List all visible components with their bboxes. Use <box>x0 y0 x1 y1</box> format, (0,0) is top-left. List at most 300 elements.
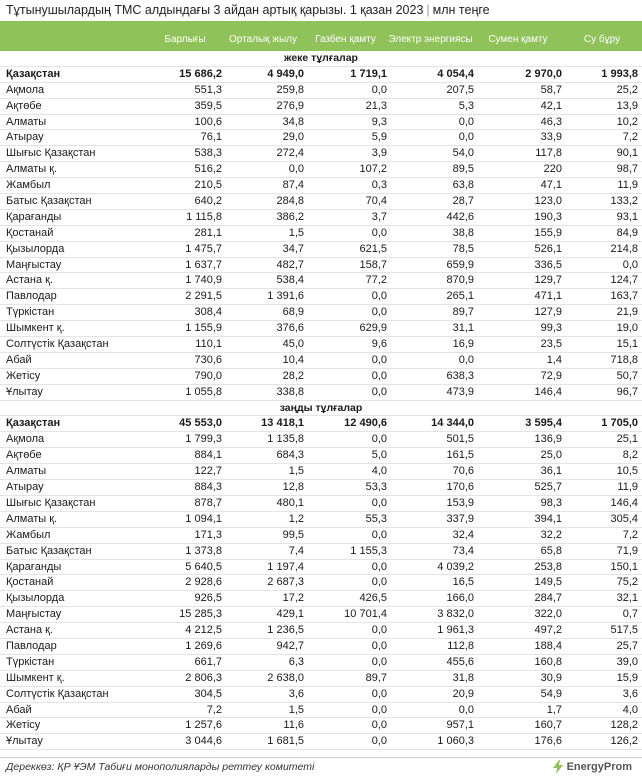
value-cell: 4,0 <box>622 703 638 716</box>
table-row <box>0 512 642 528</box>
table-row <box>0 496 642 512</box>
value-cell: 284,8 <box>276 195 304 208</box>
value-cell: 158,7 <box>359 258 387 271</box>
value-cell: 884,3 <box>194 481 222 494</box>
value-cell: 110,1 <box>195 338 222 351</box>
value-cell: 0,0 <box>371 735 387 748</box>
value-cell: 0,0 <box>622 258 638 271</box>
value-cell: 538,3 <box>194 147 222 160</box>
value-cell: 124,7 <box>610 274 638 287</box>
value-cell: 2 291,5 <box>185 290 222 303</box>
value-cell: 84,9 <box>616 226 638 239</box>
region-name: Ұлытау <box>6 385 43 398</box>
value-cell: 3 595,4 <box>525 417 562 430</box>
header-total: Барлығы <box>164 34 206 45</box>
value-cell: 308,4 <box>194 306 222 319</box>
value-cell: 29,0 <box>282 131 304 144</box>
value-cell: 150,1 <box>610 560 638 573</box>
value-cell: 53,3 <box>365 481 387 494</box>
value-cell: 6,3 <box>288 655 304 668</box>
value-cell: 75,2 <box>616 576 638 589</box>
value-cell: 0,0 <box>371 576 387 589</box>
lightning-icon <box>552 760 564 774</box>
value-cell: 153,9 <box>446 496 474 509</box>
value-cell: 1 740,9 <box>185 274 222 287</box>
region-name: Шығыс Қазақстан <box>6 147 96 160</box>
value-cell: 14 344,0 <box>431 417 474 430</box>
value-cell: 272,4 <box>276 147 304 160</box>
value-cell: 70,6 <box>452 465 474 478</box>
value-cell: 957,1 <box>446 719 474 732</box>
region-name: Түркістан <box>6 655 55 668</box>
title-separator: | <box>426 3 430 17</box>
value-cell: 15,9 <box>616 671 638 684</box>
value-cell: 98,3 <box>540 496 562 509</box>
value-cell: 0,0 <box>371 83 387 96</box>
table-row <box>0 162 642 178</box>
value-cell: 112,8 <box>447 639 474 652</box>
value-cell: 259,8 <box>276 83 304 96</box>
section-header <box>0 401 642 417</box>
value-cell: 13,9 <box>616 99 638 112</box>
region-name: Ұлытау <box>6 735 43 748</box>
region-name: Қостанай <box>6 226 54 239</box>
value-cell: 1 637,7 <box>185 258 222 271</box>
value-cell: 55,3 <box>365 512 387 525</box>
value-cell: 15 285,3 <box>179 608 222 621</box>
value-cell: 525,7 <box>534 481 562 494</box>
table-row <box>0 528 642 544</box>
region-name: Маңғыстау <box>6 608 62 621</box>
region-name: Шымкент қ. <box>6 322 65 335</box>
region-name: Павлодар <box>6 639 57 652</box>
value-cell: 38,8 <box>452 226 474 239</box>
value-cell: 87,4 <box>282 179 304 192</box>
value-cell: 0,0 <box>371 290 387 303</box>
value-cell: 1 681,5 <box>267 735 304 748</box>
region-name: Павлодар <box>6 290 57 303</box>
value-cell: 1,7 <box>546 703 562 716</box>
region-name: Қарағанды <box>6 210 62 223</box>
value-cell: 501,5 <box>446 433 474 446</box>
value-cell: 0,3 <box>371 179 387 192</box>
value-cell: 442,6 <box>446 210 474 223</box>
value-cell: 684,3 <box>276 449 304 462</box>
value-cell: 96,7 <box>616 385 638 398</box>
value-cell: 322,0 <box>534 608 562 621</box>
value-cell: 5,9 <box>371 131 387 144</box>
value-cell: 473,9 <box>446 385 474 398</box>
value-cell: 629,9 <box>359 322 387 335</box>
value-cell: 122,7 <box>194 465 222 478</box>
value-cell: 1 155,9 <box>185 322 222 335</box>
value-cell: 1,4 <box>546 353 562 366</box>
value-cell: 207,5 <box>446 83 474 96</box>
value-cell: 4 949,0 <box>267 67 304 80</box>
value-cell: 0,0 <box>371 385 387 398</box>
value-cell: 36,1 <box>540 465 562 478</box>
table-row <box>0 448 642 464</box>
value-cell: 25,0 <box>540 449 562 462</box>
value-cell: 54,0 <box>452 147 474 160</box>
value-cell: 99,3 <box>540 322 562 335</box>
value-cell: 23,5 <box>540 338 562 351</box>
value-cell: 34,7 <box>282 242 304 255</box>
value-cell: 32,2 <box>540 528 562 541</box>
table-row <box>0 718 642 734</box>
value-cell: 32,1 <box>616 592 638 605</box>
unit-label: млн теңге <box>432 3 490 17</box>
value-cell: 126,2 <box>610 735 638 748</box>
value-cell: 284,7 <box>534 592 562 605</box>
region-name: Қызылорда <box>6 592 65 605</box>
source-note: Дереккөз: ҚР ҰЭМ Табиғи монополияларды реттеу комитеті <box>6 761 315 773</box>
value-cell: 281,1 <box>194 226 222 239</box>
value-cell: 176,6 <box>534 735 562 748</box>
value-cell: 1,5 <box>288 226 304 239</box>
value-cell: 10,4 <box>282 353 304 366</box>
value-cell: 3 832,0 <box>437 608 474 621</box>
header-central-heating: Орталық жылу <box>228 34 298 45</box>
value-cell: 133,2 <box>610 195 638 208</box>
value-cell: 117,8 <box>535 147 562 160</box>
value-cell: 276,9 <box>276 99 304 112</box>
table-row <box>0 385 642 401</box>
page-title: Тұтынушылардың ТМС алдындағы 3 айдан артық қарызы. 1 қазан 2023 <box>6 3 424 17</box>
region-name: Жетісу <box>6 369 41 382</box>
value-cell: 480,1 <box>276 496 304 509</box>
value-cell: 0,0 <box>371 687 387 700</box>
value-cell: 0,0 <box>371 226 387 239</box>
value-cell: 337,9 <box>446 512 474 525</box>
region-name: Алматы <box>6 465 47 478</box>
value-cell: 78,5 <box>452 242 474 255</box>
value-cell: 538,4 <box>276 274 304 287</box>
region-name: Алматы қ. <box>6 163 58 176</box>
value-cell: 1 391,6 <box>267 290 304 303</box>
value-cell: 45 553,0 <box>179 417 222 430</box>
table-row <box>0 369 642 385</box>
value-cell: 2 687,3 <box>267 576 304 589</box>
value-cell: 47,1 <box>540 179 562 192</box>
value-cell: 70,4 <box>365 195 387 208</box>
value-cell: 870,9 <box>446 274 474 287</box>
value-cell: 32,4 <box>452 528 474 541</box>
value-cell: 71,9 <box>616 544 638 557</box>
value-cell: 7,2 <box>206 703 222 716</box>
table-row <box>0 655 642 671</box>
value-cell: 0,0 <box>371 624 387 637</box>
value-cell: 63,8 <box>452 179 474 192</box>
value-cell: 0,0 <box>371 369 387 382</box>
table-row <box>0 321 642 337</box>
region-name: Шымкент қ. <box>6 671 65 684</box>
value-cell: 661,7 <box>194 655 222 668</box>
value-cell: 3 044,6 <box>185 735 222 748</box>
table-row <box>0 639 642 655</box>
value-cell: 526,1 <box>534 242 562 255</box>
value-cell: 471,1 <box>534 290 562 303</box>
value-cell: 98,7 <box>616 163 638 176</box>
value-cell: 11,6 <box>283 719 304 732</box>
value-cell: 730,6 <box>194 353 222 366</box>
section-title: жеке тұлғалар <box>284 52 358 64</box>
value-cell: 386,2 <box>276 210 304 223</box>
region-name: Шығыс Қазақстан <box>6 496 96 509</box>
table-row <box>0 115 642 131</box>
value-cell: 551,3 <box>194 83 222 96</box>
value-cell: 1 993,8 <box>601 67 638 80</box>
value-cell: 1 961,3 <box>437 624 474 637</box>
region-name: Жамбыл <box>6 528 51 541</box>
table-row <box>0 305 642 321</box>
value-cell: 163,7 <box>610 290 638 303</box>
value-cell: 1 135,8 <box>267 433 304 446</box>
region-name: Ақтөбе <box>6 99 42 112</box>
value-cell: 39,0 <box>616 655 638 668</box>
value-cell: 170,6 <box>446 481 474 494</box>
value-cell: 1 373,8 <box>185 544 222 557</box>
value-cell: 127,9 <box>534 306 562 319</box>
value-cell: 28,2 <box>282 369 304 382</box>
value-cell: 11,9 <box>617 481 638 494</box>
value-cell: 171,3 <box>194 528 222 541</box>
value-cell: 10 701,4 <box>344 608 387 621</box>
value-cell: 0,7 <box>622 608 638 621</box>
value-cell: 0,0 <box>371 560 387 573</box>
value-cell: 123,0 <box>534 195 562 208</box>
value-cell: 942,7 <box>276 639 304 652</box>
header-water-supply: Сумен қамту <box>488 34 548 45</box>
table-row <box>0 146 642 162</box>
region-name: Қазақстан <box>6 67 61 80</box>
value-cell: 210,5 <box>194 179 222 192</box>
table-row <box>0 575 642 591</box>
value-cell: 129,7 <box>534 274 562 287</box>
value-cell: 160,8 <box>534 655 562 668</box>
value-cell: 58,7 <box>540 83 562 96</box>
table-row <box>0 432 642 448</box>
footer <box>0 757 642 777</box>
value-cell: 25,1 <box>616 433 638 446</box>
total-row <box>0 416 642 432</box>
value-cell: 0,0 <box>458 115 474 128</box>
value-cell: 2 928,6 <box>185 576 222 589</box>
value-cell: 4 212,5 <box>185 624 222 637</box>
value-cell: 10,2 <box>616 115 638 128</box>
value-cell: 188,4 <box>534 639 562 652</box>
value-cell: 0,0 <box>371 639 387 652</box>
value-cell: 45,0 <box>282 338 304 351</box>
value-cell: 1 269,6 <box>185 639 222 652</box>
region-name: Абай <box>6 703 32 716</box>
table-row <box>0 687 642 703</box>
region-name: Батыс Қазақстан <box>6 544 92 557</box>
value-cell: 1 705,0 <box>601 417 638 430</box>
value-cell: 0,0 <box>371 703 387 716</box>
value-cell: 25,7 <box>616 639 638 652</box>
value-cell: 1,5 <box>288 703 304 716</box>
value-cell: 30,9 <box>540 671 562 684</box>
value-cell: 455,6 <box>446 655 474 668</box>
value-cell: 34,8 <box>282 115 304 128</box>
region-name: Қазақстан <box>6 417 61 430</box>
value-cell: 1 257,6 <box>185 719 222 732</box>
table-header <box>0 21 642 51</box>
value-cell: 8,2 <box>622 449 638 462</box>
value-cell: 136,9 <box>534 433 562 446</box>
region-name: Ақмола <box>6 83 45 96</box>
value-cell: 146,4 <box>534 385 562 398</box>
header-electricity: Электр энергиясы <box>388 34 473 45</box>
value-cell: 0,0 <box>371 719 387 732</box>
value-cell: 790,0 <box>194 369 222 382</box>
table-row <box>0 464 642 480</box>
value-cell: 25,2 <box>616 83 638 96</box>
section-header <box>0 51 642 67</box>
value-cell: 1 115,8 <box>186 210 222 223</box>
value-cell: 12,8 <box>282 481 304 494</box>
value-cell: 1 055,8 <box>185 385 222 398</box>
value-cell: 214,8 <box>610 242 638 255</box>
value-cell: 0,0 <box>371 306 387 319</box>
table-row <box>0 273 642 289</box>
value-cell: 11,9 <box>617 179 638 192</box>
value-cell: 7,2 <box>622 528 638 541</box>
value-cell: 190,3 <box>534 210 562 223</box>
table-row <box>0 130 642 146</box>
value-cell: 21,3 <box>365 99 387 112</box>
value-cell: 12 490,6 <box>344 417 387 430</box>
value-cell: 0,0 <box>371 353 387 366</box>
total-row <box>0 67 642 83</box>
table-row <box>0 560 642 576</box>
table-row <box>0 591 642 607</box>
value-cell: 2 806,3 <box>185 671 222 684</box>
value-cell: 220 <box>543 163 562 176</box>
value-cell: 1,2 <box>288 512 304 525</box>
value-cell: 128,2 <box>610 719 638 732</box>
table-row <box>0 99 642 115</box>
value-cell: 2 638,0 <box>267 671 304 684</box>
region-name: Атырау <box>6 131 44 144</box>
region-name: Жамбыл <box>6 179 51 192</box>
table-row <box>0 544 642 560</box>
value-cell: 1 719,1 <box>350 67 387 80</box>
value-cell: 19,0 <box>616 322 638 335</box>
region-name: Алматы қ. <box>6 512 58 525</box>
value-cell: 50,7 <box>616 369 638 382</box>
value-cell: 0,0 <box>458 703 474 716</box>
region-name: Маңғыстау <box>6 258 62 271</box>
value-cell: 1 236,5 <box>267 624 304 637</box>
value-cell: 3,9 <box>371 147 387 160</box>
title-bar <box>0 0 642 21</box>
value-cell: 15 686,2 <box>179 67 222 80</box>
value-cell: 305,4 <box>610 512 638 525</box>
value-cell: 46,3 <box>540 115 562 128</box>
value-cell: 621,5 <box>359 242 387 255</box>
table-row <box>0 194 642 210</box>
value-cell: 13 418,1 <box>261 417 304 430</box>
value-cell: 21,9 <box>616 306 638 319</box>
region-name: Жетісу <box>6 719 41 732</box>
table-row <box>0 210 642 226</box>
value-cell: 1 197,4 <box>267 560 304 573</box>
value-cell: 3,7 <box>371 210 387 223</box>
value-cell: 0,0 <box>371 496 387 509</box>
value-cell: 42,1 <box>540 99 562 112</box>
value-cell: 9,6 <box>371 338 387 351</box>
logo-text: EnergyProm <box>566 761 632 773</box>
value-cell: 0,0 <box>458 131 474 144</box>
value-cell: 429,1 <box>276 608 304 621</box>
value-cell: 89,7 <box>365 671 387 684</box>
value-cell: 359,5 <box>194 99 222 112</box>
value-cell: 1 799,3 <box>185 433 222 446</box>
value-cell: 89,5 <box>452 163 474 176</box>
value-cell: 100,6 <box>194 115 222 128</box>
data-table <box>0 51 642 750</box>
value-cell: 16,9 <box>452 338 474 351</box>
value-cell: 497,2 <box>534 624 562 637</box>
table-row <box>0 258 642 274</box>
value-cell: 5,3 <box>458 99 474 112</box>
value-cell: 926,5 <box>194 592 222 605</box>
value-cell: 20,9 <box>452 687 474 700</box>
table-row <box>0 242 642 258</box>
value-cell: 10,5 <box>616 465 638 478</box>
value-cell: 31,1 <box>452 322 474 335</box>
table-row <box>0 83 642 99</box>
value-cell: 517,5 <box>610 624 638 637</box>
value-cell: 17,2 <box>282 592 304 605</box>
value-cell: 659,9 <box>446 258 474 271</box>
region-name: Солтүстік Қазақстан <box>6 338 109 351</box>
table-row <box>0 337 642 353</box>
region-name: Батыс Қазақстан <box>6 195 92 208</box>
value-cell: 4 054,4 <box>437 67 474 80</box>
value-cell: 3,6 <box>288 687 304 700</box>
value-cell: 265,1 <box>446 290 474 303</box>
value-cell: 0,0 <box>458 353 474 366</box>
value-cell: 99,5 <box>282 528 304 541</box>
region-name: Ақмола <box>6 433 45 446</box>
value-cell: 482,7 <box>276 258 304 271</box>
value-cell: 884,1 <box>194 449 222 462</box>
value-cell: 68,9 <box>282 306 304 319</box>
value-cell: 2 970,0 <box>525 67 562 80</box>
value-cell: 160,7 <box>534 719 562 732</box>
value-cell: 1 060,3 <box>437 735 474 748</box>
value-cell: 718,8 <box>610 353 638 366</box>
header-gas-supply: Газбен қамту <box>315 34 376 45</box>
table-row <box>0 734 642 750</box>
region-name: Қарағанды <box>6 560 62 573</box>
value-cell: 90,1 <box>616 147 638 160</box>
value-cell: 0,0 <box>288 163 304 176</box>
value-cell: 31,8 <box>452 671 474 684</box>
value-cell: 4,0 <box>371 465 387 478</box>
value-cell: 1,5 <box>288 465 304 478</box>
value-cell: 93,1 <box>616 210 638 223</box>
value-cell: 376,6 <box>276 322 304 335</box>
energyprom-logo <box>552 760 632 774</box>
value-cell: 15,1 <box>616 338 638 351</box>
value-cell: 28,7 <box>452 195 474 208</box>
table-row <box>0 623 642 639</box>
table-row <box>0 607 642 623</box>
